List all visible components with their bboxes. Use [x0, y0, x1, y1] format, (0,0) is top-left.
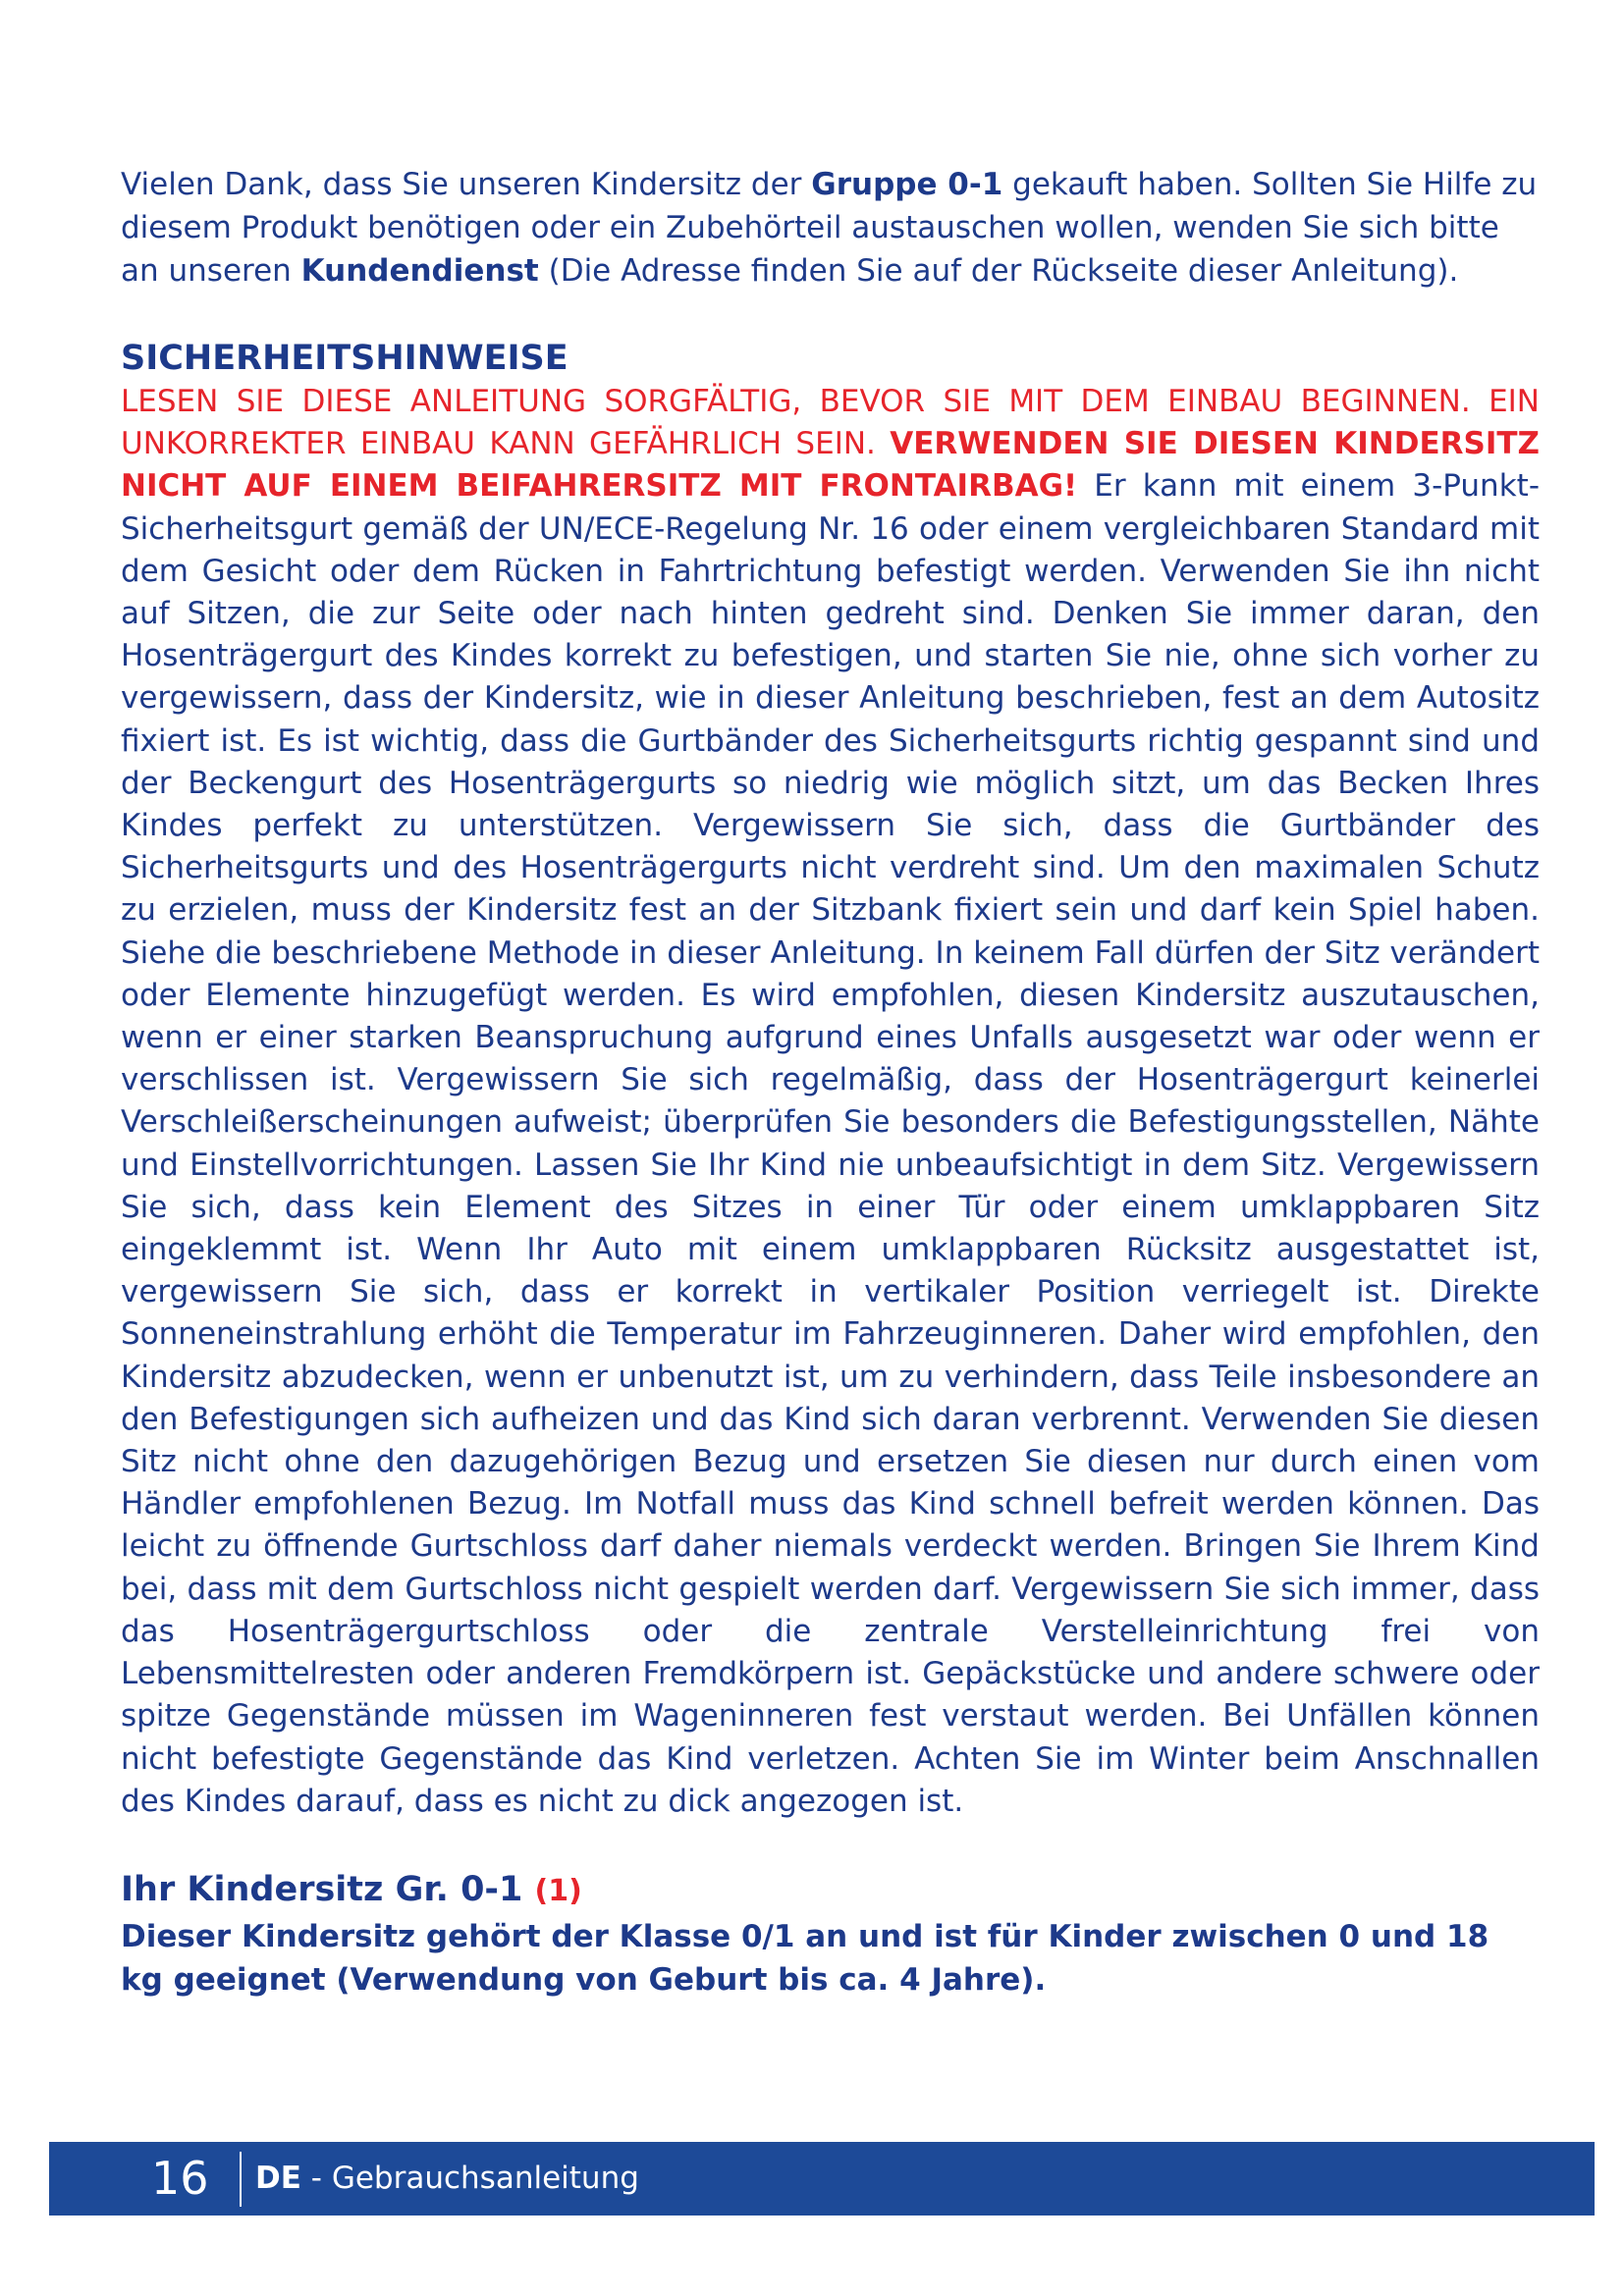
footer-title-text: - Gebrauchsanleitung [300, 2161, 639, 2196]
airbag-warning: VERWENDEN SIE DIESEN KINDERSITZ NICHT AUF EINEM BEIFAHRERSITZ MIT FRONTAIRBAG! [121, 426, 1540, 505]
group-label: Gruppe 0-1 [811, 167, 1003, 202]
footer-divider [240, 2152, 242, 2207]
footer-language: DE [255, 2161, 301, 2196]
page-number: 16 [151, 2152, 209, 2205]
footer-bar [49, 2142, 1595, 2216]
intro-text-1: Vielen Dank, dass Sie unseren Kindersitz der [121, 167, 812, 202]
product-heading [121, 1866, 1540, 1915]
intro-paragraph [121, 163, 1540, 293]
safety-heading: SICHERHEITSHINWEISE [121, 339, 568, 378]
customer-service-label: Kundendienst [300, 253, 539, 289]
safety-warning: LESEN SIE DIESE ANLEITUNG SORGFÄLTIG, BEVOR SIE MIT DEM EINBAU BEGINNEN. EIN UNKORREKTER EINBAU KANN GEFÄHRLICH SEIN. [121, 384, 1540, 462]
footer-title [255, 2156, 639, 2201]
product-heading-text: Ihr Kindersitz Gr. 0-1 [121, 1869, 523, 1909]
safety-paragraph [121, 381, 1540, 1823]
safety-body-text: Er kann mit einem 3-Punkt-Sicherheitsgurt gemäß der UN/ECE-Regelung Nr. 16 oder einem vergleichbaren Standard mit dem Gesicht oder dem Rücken in Fahrtrichtung befestigt werden. Verwenden Sie ihn nicht auf Sitzen, die zur Seite oder nach hinten gedreht sind. Denken Sie immer daran, den Hosenträgergurt des Kindes korrekt zu befestigen, und starten Sie nie, ohne sich vorher zu vergewissern, dass der Kindersitz, wie in dieser Anleitung beschrieben, fest an dem Autositz fixiert ist. Es ist wichtig, dass die Gurtbänder des Sicherheitsgurts richtig gespannt sind und der Beckengurt des Hosenträgergurts so niedrig wie möglich sitzt, um das Becken Ihres Kindes perfekt zu unterstützen. Vergewissern Sie sich, dass die Gurtbänder des Sicherheitsgurts und des Hosenträgergurts nicht verdreht sind. Um den maximalen Schutz zu erzielen, muss der Kindersitz fest an der Sitzbank fixiert sein und darf kein Spiel haben. Siehe die beschriebene Methode in dieser Anleitung. In keinem Fall dürfen der Sitz verändert oder Elemente hinzugefügt werden. Es wird empfohlen, diesen Kindersitz auszutauschen, wenn er einer starken Beanspruchung aufgrund eines Unfalls ausgesetzt war oder wenn er verschlissen ist. Vergewissern Sie sich regelmäßig, dass der Hosenträgergurt keinerlei Verschleißerscheinungen aufweist; überprüfen Sie besonders die Befestigungsstellen, Nähte und Einstellvorrichtungen. Lassen Sie Ihr Kind nie unbeaufsichtigt in dem Sitz. Vergewissern Sie sich, dass kein Element des Sitzes in einer Tür oder einem umklappbaren Sitz eingeklemmt ist. Wenn Ihr Auto mit einem umklappbaren Rücksitz ausgestattet ist, vergewissern Sie sich, dass er korrekt in vertikaler Position verriegelt ist. Direkte Sonneneinstrahlung erhöht die Temperatur im Fahrzeuginneren. Daher wird empfohlen, den Kindersitz abzudecken, wenn er unbenutzt ist, um zu verhindern, dass Teile insbesondere an den Befestigungen sich aufheizen und das Kind sich daran verbrennt. Verwenden Sie diesen Sitz nicht ohne den dazugehörigen Bezug und ersetzen Sie diesen nur durch einen vom Händler empfohlenen Bezug. Im Notfall muss das Kind schnell befreit werden können. Das leicht zu öffnende Gurtschloss darf daher niemals verdeckt werden. Bringen Sie Ihrem Kind bei, dass mit dem Gurtschloss nicht gespielt werden darf. Vergewissern Sie sich immer, dass das Hosenträgergurtschloss oder die zentrale Verstelleinrichtung frei von Lebensmittelresten oder anderen Fremdkörpern ist. Gepäckstücke und andere schwere oder spitze Gegenstände müssen im Wageninneren fest verstaut werden. Bei Unfällen können nicht befestigte Gegenstände das Kind verletzen. Achten Sie im Winter beim Anschnallen des Kindes darauf, dass es nicht zu dick angezogen ist. [121, 468, 1540, 1819]
page-content [121, 163, 1540, 2002]
product-description: Dieser Kindersitz gehört der Klasse 0/1 an und ist für Kinder zwischen 0 und 18 kg geeignet (Verwendung von Geburt bis ca. 4 Jahre). [121, 1918, 1489, 1998]
product-reference: (1) [534, 1873, 582, 1908]
intro-text-2: gekauft haben. Sollten Sie Hilfe zu diesem Produkt benötigen oder ein Zubehörteil austauschen wollen, wenden Sie sich bitte an unseren [121, 167, 1538, 289]
intro-text-3: (Die Adresse finden Sie auf der Rückseite dieser Anleitung). [538, 253, 1459, 289]
